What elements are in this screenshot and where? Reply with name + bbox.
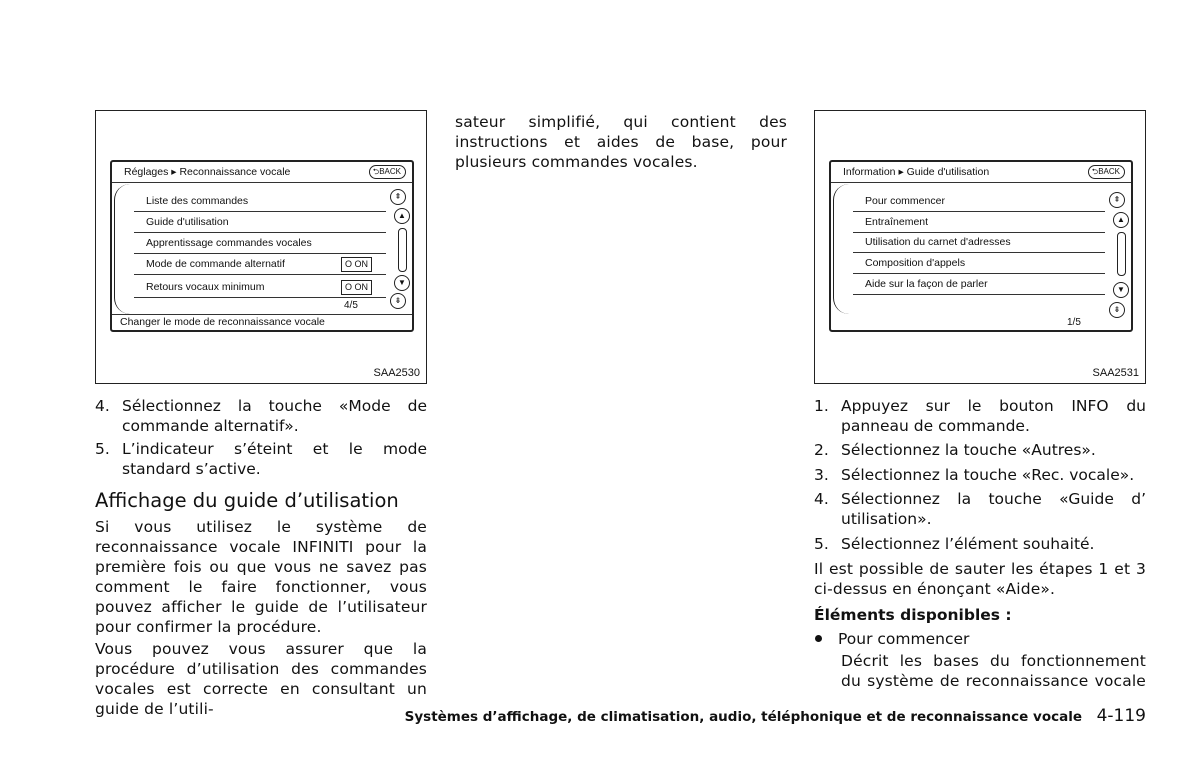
screen-header [831,162,1131,183]
step-4-guide: 4. Sélectionnez la touche «Guide d’ utilisation». [814,490,1146,528]
settings-screen [110,160,414,332]
scroll-up-icon[interactable]: ▲ [1113,212,1129,228]
step-5: 5. L’indicateur s’éteint et le mode standard s’active. [95,440,427,478]
screen-footer [112,314,412,330]
section-heading: Affichage du guide d’utilisation [95,489,399,512]
scroll-down-icon[interactable]: ▼ [1113,282,1129,298]
step-1: 1. Appuyez sur le bouton INFO du panneau de commande. [814,397,1146,435]
menu-bracket [833,184,854,314]
menu-item[interactable]: Composition d'appels [853,254,1105,274]
back-button[interactable]: ⮌BACK [369,165,406,179]
guide-screen [829,160,1133,332]
figure-code: SAA2531 [1092,367,1139,379]
intro-paragraph: Si vous utilisez le système de reconnaissance vocale INFINITI pour la première fois ou que vous ne savez pas comment le faire fonctionner, vous pouvez afficher le guide de l’utilisateur pour confirmer la procédure. [95,518,427,636]
figure-voice-settings [95,110,427,384]
page-number: 4-119 [1096,706,1146,726]
menu-item[interactable]: Liste des commandes [134,192,386,212]
back-button[interactable]: ⮌BACK [1088,165,1125,179]
screen-title: Information ▸ Guide d'utilisation [843,166,990,178]
page-down-icon[interactable]: ⇟ [1109,302,1125,318]
step-2: 2. Sélectionnez la touche «Autres». [814,441,1096,459]
step-5-select: 5. Sélectionnez l’élément souhaité. [814,535,1095,553]
menu-item[interactable]: Utilisation du carnet d'adresses [853,233,1105,253]
scroll-up-icon[interactable]: ▲ [394,208,410,224]
body-paragraph: Vous pouvez vous assurer que la procédure d’utilisation des commandes vocales est correcte en consultant un guide de l’utili- [95,640,427,718]
step-4: 4. Sélectionnez la touche «Mode de commande alternatif». [95,397,427,435]
screen-title: Réglages ▸ Reconnaissance vocale [124,166,291,178]
scrollbar-track[interactable] [398,228,407,272]
menu-item[interactable]: Apprentissage commandes vocales [134,234,386,254]
status-text: Changer le mode de reconnaissance vocale [120,316,325,328]
screen-header [112,162,412,183]
bullet-icon [815,635,822,642]
scrollbar-track[interactable] [1117,232,1126,276]
menu-item[interactable]: Entraînement [853,213,1105,233]
menu-item[interactable]: Retours vocaux minimum O ON [134,278,386,298]
toggle-indicator[interactable]: O ON [341,280,372,295]
page-up-icon[interactable]: ⇞ [1109,192,1125,208]
toggle-indicator[interactable]: O ON [341,257,372,272]
page-up-icon[interactable]: ⇞ [390,189,406,205]
bullet-item: Pour commencer [838,630,970,648]
page-down-icon[interactable]: ⇟ [390,293,406,309]
running-footer: Systèmes d’affichage, de climatisation, audio, téléphonique et de reconnaissance vocale [404,709,1082,725]
menu-item[interactable]: Aide sur la façon de parler [853,275,1105,295]
menu-bracket [114,184,135,314]
page-indicator: 4/5 [344,300,358,311]
figure-user-guide [814,110,1146,384]
bullet-description: Décrit les bases du fonctionnement du système de reconnaissance vocale [841,652,1146,690]
menu-item[interactable]: Mode de commande alternatif O ON [134,255,386,275]
menu-item[interactable]: Pour commencer [853,192,1105,212]
step-3: 3. Sélectionnez la touche «Rec. vocale». [814,466,1135,484]
page-indicator: 1/5 [1067,317,1081,328]
scroll-down-icon[interactable]: ▼ [394,275,410,291]
available-items-heading: Éléments disponibles : [814,606,1012,624]
shortcut-note: Il est possible de sauter les étapes 1 et 3 ci-dessus en énonçant «Aide». [814,560,1146,598]
menu-item[interactable]: Guide d'utilisation [134,213,386,233]
continued-paragraph: sateur simplifié, qui contient des instructions et aides de base, pour plusieurs commandes vocales. [455,113,787,171]
figure-code: SAA2530 [373,367,420,379]
